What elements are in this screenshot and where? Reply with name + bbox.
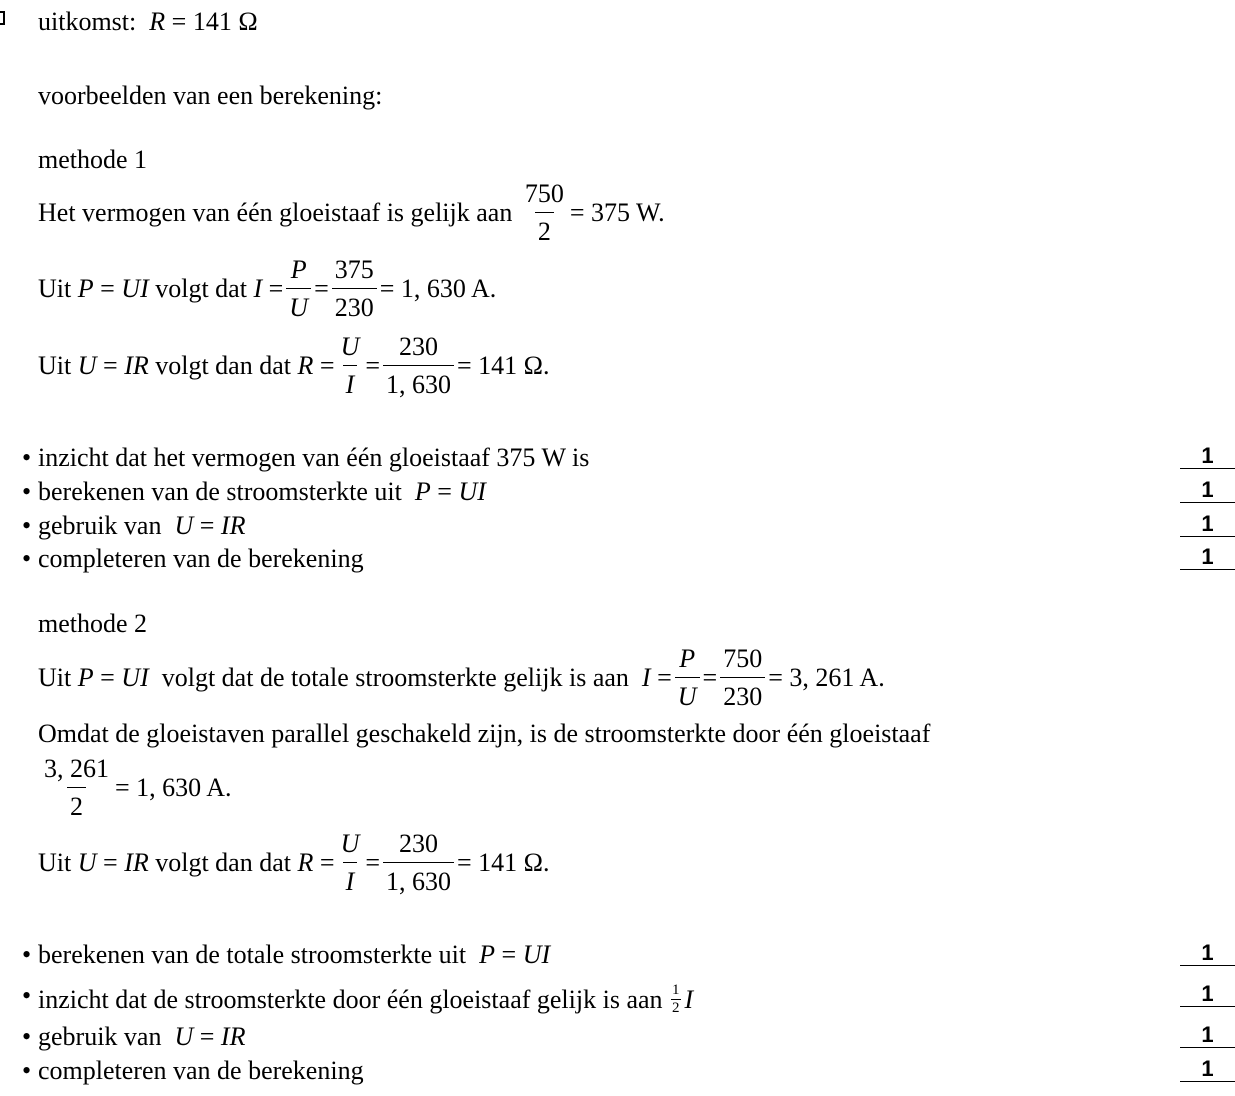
score-value: 1 — [1180, 513, 1235, 537]
method1-line1-result: = 375 W. — [569, 198, 665, 227]
formula-u-ir: U — [77, 848, 97, 877]
score-value: 1 — [1180, 445, 1235, 469]
method2-line3 — [38, 756, 232, 820]
bullet-icon: • — [22, 477, 32, 506]
formula-ui: UI — [121, 274, 149, 303]
var-i: I — [253, 274, 263, 303]
method2-line2: Omdat de gloeistaven parallel geschakeld zijn, is de stroomsterkte door één gloeistaaf — [38, 719, 931, 748]
method2-line1-middle: volgt dat de totale stroomsterkte gelijk is aan — [161, 663, 629, 692]
formula-ui: UI — [121, 663, 149, 692]
fraction-numerator: 750 — [723, 644, 763, 673]
fraction-numerator: 3, 261 — [44, 754, 109, 783]
method1-line3: Uit U = IR volgt dan dat R = $\frac{U}{I}$ = $\frac{230}{1, 630}$ = 141 Ω. — [38, 332, 550, 399]
fraction-denominator: 2 — [535, 212, 554, 245]
var-r: R — [297, 351, 314, 380]
method2-line1-prefix: Uit — [38, 663, 72, 692]
outcome-line: uitkomst: R = 141 Ω — [38, 7, 258, 36]
fraction-denominator: I — [343, 862, 358, 895]
method2-line3-result: = 1, 630 A. — [115, 773, 232, 802]
criterion-text: completeren van de berekening — [38, 1056, 364, 1085]
score-value: 1 — [1180, 546, 1235, 570]
criterion-row — [0, 942, 1235, 972]
criterion-row — [0, 1058, 1235, 1088]
fraction-denominator: 230 — [720, 677, 765, 710]
method1-line1-fraction — [522, 181, 567, 245]
fraction-p-over-u — [675, 646, 700, 710]
score-value: 1 — [1180, 1058, 1235, 1082]
criterion-text: inzicht dat de stroomsterkte door één gloeistaaf gelijk is aan $\frac{1}{2}$ I — [38, 982, 694, 1016]
var-r: R — [297, 848, 314, 877]
formula-p-ui: P — [77, 663, 94, 692]
outcome-label: uitkomst: — [38, 7, 137, 36]
bullet-icon: • — [22, 1056, 32, 1085]
formula-u-ir: U — [77, 351, 97, 380]
method2-line4-middle: volgt dan dat — [155, 848, 291, 877]
method1-line2-fraction — [332, 257, 377, 321]
answer-checkbox-marker — [0, 11, 5, 25]
method2-line3-fraction — [41, 756, 112, 820]
method1-line2-prefix: Uit — [38, 274, 72, 303]
fraction-numerator: 230 — [399, 332, 439, 361]
fraction-numerator: U — [340, 829, 360, 858]
fraction-denominator: 2 — [67, 787, 86, 820]
method2-line4-prefix: Uit — [38, 848, 72, 877]
bullet-icon: • — [22, 1022, 32, 1051]
method2-title: methode 2 — [38, 609, 148, 638]
method1-line1-text: Het vermogen van één gloeistaaf is gelijk aan — [38, 198, 513, 227]
score-value: 1 — [1180, 942, 1235, 966]
bullet-icon: • — [22, 544, 32, 573]
intro-text: voorbeelden van een berekening: — [38, 81, 383, 110]
criterion-row — [0, 445, 1235, 475]
fraction-numerator: P — [290, 255, 307, 284]
method1-line2: Uit P = UI volgt dat I = $\frac{P}{U}$ = $\frac{375}{230}$ = 1, 630 A. — [38, 255, 497, 322]
outcome-unit: Ω — [238, 7, 258, 36]
criterion-row — [0, 513, 1235, 543]
fraction-numerator: 750 — [524, 179, 564, 208]
fraction-denominator: U — [675, 677, 700, 710]
fraction-numerator: P — [679, 644, 696, 673]
fraction-denominator: 1, 630 — [383, 365, 454, 398]
bullet-icon: • — [22, 940, 32, 969]
method2-line1-fraction — [720, 646, 765, 710]
score-value: 1 — [1180, 1024, 1235, 1048]
criterion-text: completeren van de berekening — [38, 544, 364, 573]
fraction-numerator: 375 — [334, 255, 374, 284]
method1-line1 — [38, 181, 665, 245]
criterion-row — [0, 479, 1235, 509]
criterion-row — [0, 546, 1235, 576]
method1-line3-fraction — [383, 334, 454, 398]
method2-line1-result: = 3, 261 A. — [768, 663, 885, 692]
criterion-text: gebruik van U = IR — [38, 1022, 246, 1051]
method2-line1: Uit P = UI volgt dat de totale stroomsterkte gelijk is aan I = $\frac{P}{U}$ = $\frac{750}{230}$ = 3, 261 A. — [38, 644, 885, 711]
criterion-text: berekenen van de stroomsterkte uit P = UI — [38, 477, 486, 506]
criterion-text: inzicht dat het vermogen van één gloeistaaf 375 W is — [38, 443, 590, 472]
criterion-row — [0, 1024, 1235, 1054]
fraction-denominator: 1, 630 — [383, 862, 454, 895]
bullet-icon: • — [22, 981, 32, 1010]
formula-ir: IR — [124, 848, 149, 877]
outcome-value: 141 — [192, 7, 232, 36]
method1-line3-prefix: Uit — [38, 351, 72, 380]
bullet-icon: • — [22, 443, 32, 472]
fraction-p-over-u — [286, 257, 311, 321]
fraction-one-half: $\frac{1}{2}$ — [672, 982, 680, 1016]
method1-title: methode 1 — [38, 145, 148, 174]
method1-line3-middle: volgt dan dat — [155, 351, 291, 380]
score-value: 1 — [1180, 983, 1235, 1007]
fraction-numerator: 230 — [399, 829, 439, 858]
fraction-denominator: I — [343, 365, 358, 398]
method1-line3-result: = 141 Ω. — [457, 351, 550, 380]
method2-line4: Uit U = IR volgt dan dat R = $\frac{U}{I}$ = $\frac{230}{1, 630}$ = 141 Ω. — [38, 829, 550, 896]
criterion-text: gebruik van U = IR — [38, 511, 246, 540]
method1-line2-result: = 1, 630 A. — [379, 274, 497, 303]
fraction-numerator: U — [340, 332, 360, 361]
formula-p-ui: P — [77, 274, 94, 303]
formula-ir: IR — [124, 351, 149, 380]
fraction-denominator: U — [286, 288, 311, 321]
var-i: I — [641, 663, 651, 692]
fraction-u-over-i — [338, 334, 363, 398]
outcome-var: R — [149, 7, 166, 36]
method1-line2-middle: volgt dat — [155, 274, 247, 303]
fraction-denominator: 230 — [332, 288, 377, 321]
method2-line4-fraction — [383, 831, 454, 895]
bullet-icon: • — [22, 511, 32, 540]
criterion-row — [0, 981, 1235, 1016]
score-value: 1 — [1180, 479, 1235, 503]
fraction-u-over-i — [338, 831, 363, 895]
method2-line4-result: = 141 Ω. — [457, 848, 550, 877]
criterion-text: berekenen van de totale stroomsterkte uit P = UI — [38, 940, 551, 969]
